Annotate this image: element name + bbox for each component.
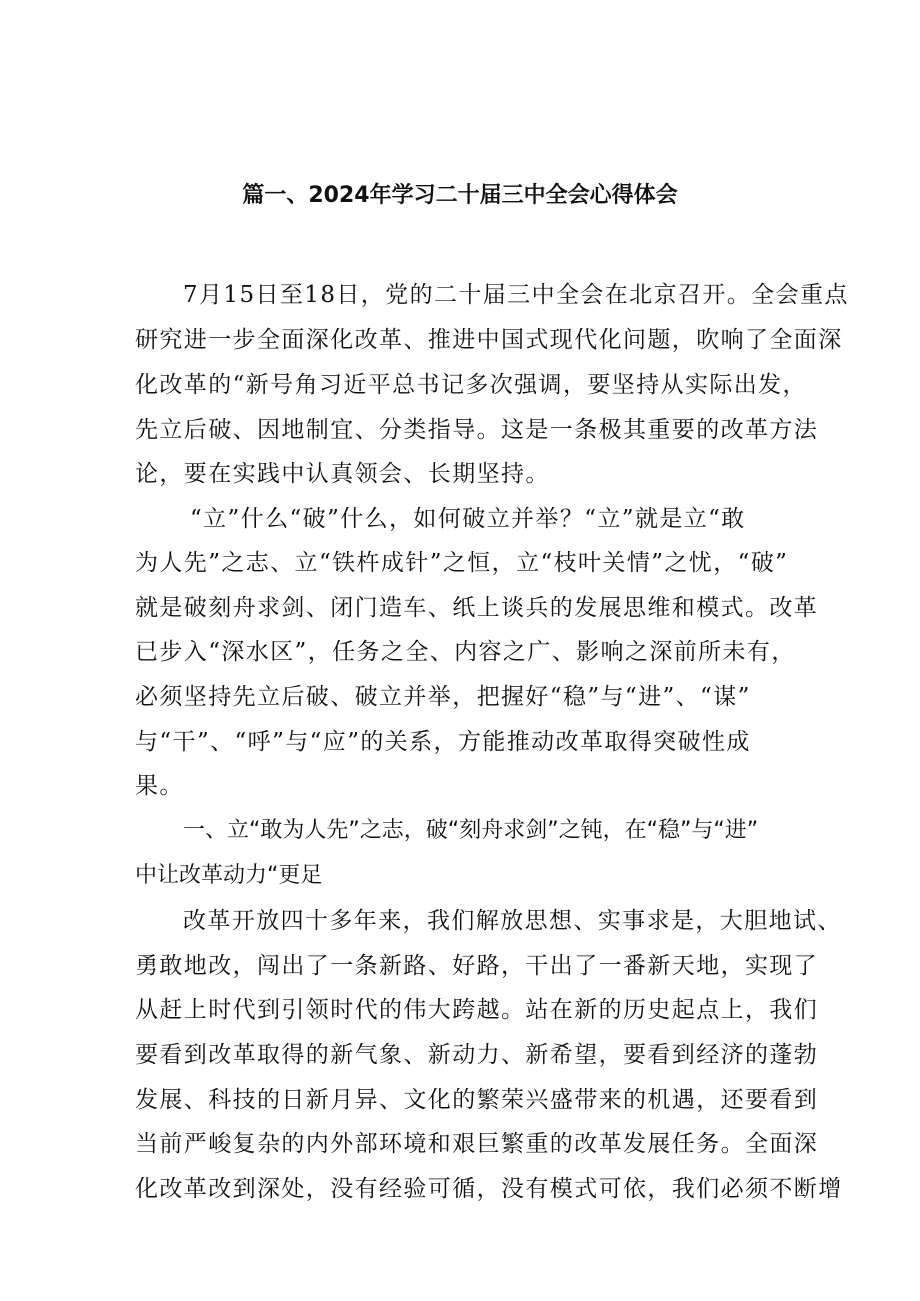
paragraph-line: 化改革改到深处，没有经验可循，没有模式可依，我们必须不断增 <box>135 1176 843 1202</box>
document-title: 篇一、2024年学习二十届三中全会心得体会 <box>242 183 678 208</box>
paragraph-line: 已步入“深水区”，任务之全、内容之广、影响之深前所未有， <box>135 639 796 665</box>
paragraph-line: 化改革的“新号角习近平总书记多次强调，要坚持从实际出发， <box>135 372 807 398</box>
paragraph-line: 必须坚持先立后破、破立并举，把握好“稳”与“进”、“谋” <box>135 684 751 710</box>
paragraph-line: 当前严峻复杂的内外部环境和艰巨繁重的改革发展任务。全面深 <box>135 1131 819 1157</box>
paragraph-line: 勇敢地改，闯出了一条新路、好路，干出了一番新天地，实现了 <box>135 953 819 979</box>
paragraph-line: 先立后破、因地制宜、分类指导。这是一条极其重要的改革方法 <box>135 417 819 443</box>
paragraph-line: 要看到改革取得的新气象、新动力、新希望，要看到经济的蓬勃 <box>135 1042 819 1068</box>
paragraph-line: 果。 <box>135 773 184 799</box>
paragraph-line: 为人先”之志、立“铁杵成针”之恒，立“枝叶关情”之忧，“破” <box>135 550 789 576</box>
paragraph-line: 从赶上时代到引领时代的伟大跨越。站在新的历史起点上，我们 <box>135 997 819 1023</box>
paragraph-line: 论，要在实践中认真领会、长期坚持。 <box>135 461 550 487</box>
paragraph-line: 与“干”、“呼”与“应”的关系，方能推动改革取得突破性成 <box>135 729 751 755</box>
paragraph-line: 就是破刻舟求剑、闭门造车、纸上谈兵的发展思维和模式。改革 <box>135 595 819 621</box>
paragraph-line: 7月15日至18日，党的二十届三中全会在北京召开。全会重点 <box>183 282 849 308</box>
section-heading-line: 一、立“敢为人先”之志，破“刻舟求剑”之钝，在“稳”与“进” <box>183 818 759 843</box>
paragraph-line: 改革开放四十多年来，我们解放思想、实事求是，大胆地试、 <box>183 908 842 934</box>
paragraph-line: 研究进一步全面深化改革、推进中国式现代化问题，吹响了全面深 <box>135 327 843 353</box>
paragraph-line: “立”什么“破”什么，如何破立并举？“立”就是立“敢 <box>190 506 746 532</box>
paragraph-line: 发展、科技的日新月异、文化的繁荣兴盛带来的机遇，还要看到 <box>135 1087 819 1113</box>
section-heading-line: 中让改革动力“更足 <box>135 863 323 888</box>
